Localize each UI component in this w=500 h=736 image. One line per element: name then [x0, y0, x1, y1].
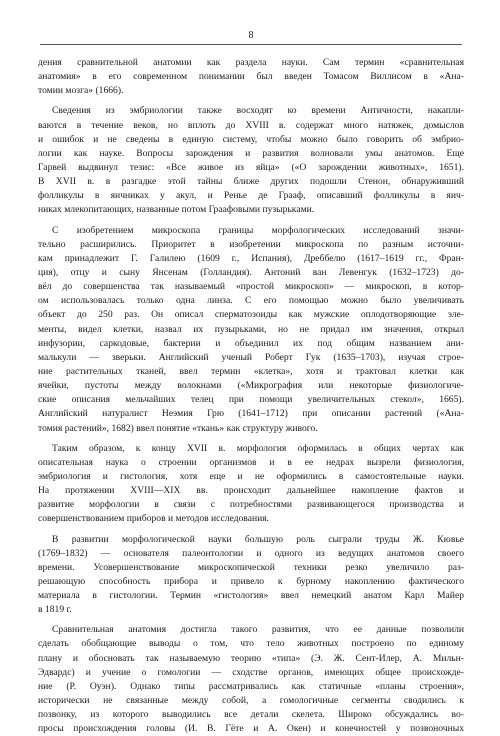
paragraph — [38, 623, 464, 736]
text-line: ваются в течение веков, но вплоть до XVIII в. содержат много натяжек, домыслов — [38, 119, 464, 131]
text-line: тельно расширились. Приоритет в изобретении микроскопа по разным источни- — [38, 238, 464, 250]
paragraph — [38, 104, 464, 217]
text-line: кам принадлежит Г. Галилею (1609 г., Испания), Дреббелю (1617–1619 гг., Фран- — [38, 252, 464, 264]
text-line: позвонку, из которого выводились все детали скелета. Широко обсуждались во- — [38, 709, 464, 721]
text-line: Английский натуралист Неэмия Грю (1641–1712) при описании растений («Ана- — [38, 408, 464, 420]
text-line: плану и обосновать так называемую теорию «типа» (Э. Ж. Сент-Илер, А. Мильн- — [38, 652, 464, 664]
text-line: фолликулы в яичниках у акул, и Ренье де Грааф, описавший фолликулы в яич- — [38, 190, 464, 202]
text-line: анатомия» в его современном понимании был введен Томасом Виллисом в «Ана- — [38, 71, 464, 83]
page-header — [40, 30, 462, 44]
text-line: описательная наука о строении организмов и в ее недрах вызрели физиология, — [38, 456, 464, 468]
text-line: Сведения из эмбриологии также восходят ко времени Античности, накапли- — [52, 105, 464, 117]
text-line: никах млекопитающих, названные потом Граафовыми пузырьками. — [38, 204, 315, 216]
text-line: Гарвей выдвинул тезис: «Все живое из яйца» («О зарождении животных», 1651). — [38, 161, 464, 173]
text-line: эмбриология и гистология, хотя еще и не оформились в самостоятельные науки. — [38, 470, 464, 482]
text-line: томии мозга» (1666). — [38, 85, 124, 97]
text-line: сделать обобщающие выводы о том, что тело животных построено по единому — [38, 638, 464, 650]
page-number: 8 — [248, 30, 254, 41]
text-line: совершенствованием приборов и методов исследования. — [38, 513, 270, 525]
text-line: инфузории, саркодовые, бактерии и объединил их под общим названием ани- — [38, 337, 464, 349]
paragraph — [38, 533, 464, 618]
text-line: решающую способность прибора и привело к бурному накоплению фактического — [38, 575, 464, 587]
text-line: объект до 250 раз. Он описал сперматозоиды как мужские оплодотворяющие эле- — [38, 309, 464, 321]
text-line: вёл до совершенства так называемый «простой микроскоп» — микроскоп, в котор- — [38, 281, 464, 293]
text-line: В развитии морфологической науки большую роль сыграли труды Ж. Кювье — [52, 533, 464, 545]
text-line: времени. Усовершенствование микроскопической техники резко увеличило раз- — [38, 561, 464, 573]
text-line: Сравнительная анатомия достигла такого развития, что ее данные позволили — [52, 624, 464, 636]
text-line: исторически не связанные между собой, а гомологичные сегменты сводились к — [38, 695, 464, 707]
text-line: дения сравнительной анатомии как раздела науки. Сам термин «сравнительная — [38, 57, 464, 68]
paragraph — [38, 56, 464, 98]
text-line: Таким образом, к концу XVII в. морфология оформилась в общих чертах как — [52, 442, 464, 454]
text-line: и ошибок и не сведены в единую систему, чтобы можно было говорить об эмбрио- — [38, 133, 464, 145]
text-line: развитие морфологии в связи с потребностями развивающегося производства и — [38, 499, 464, 511]
text-line: ние (Р. Оуэн). Однако типы рассматривались как статичные «планы строения», — [38, 680, 464, 692]
text-line: менты, видел клетки, назвал их пузырьками, но не придал им значения, открыл — [38, 323, 464, 335]
text-line: Эдвардс) и учение о гомологии — сходстве органов, имеющих общее происхожде- — [38, 666, 464, 678]
text-line: ские описания мельчайших телец при помощи увеличительных стекол», 1665). — [38, 394, 464, 406]
text-line: логии как науке. Вопросы зарождения и развития волновали умы анатомов. Еще — [38, 147, 464, 159]
text-line: ние растительных тканей, ввел термин «клетка», хотя и трактовал клетки как — [38, 365, 464, 377]
text-line: На протяжении XVIII—XIX вв. происходит дальнейшее накопление фактов и — [38, 485, 464, 497]
text-line: С изобретением микроскопа границы морфологических исследований значи- — [52, 224, 464, 236]
paragraph — [38, 224, 464, 436]
text-line: в 1819 г. — [38, 604, 72, 616]
text-line: ом использовалась только одна линза. С его помощью можно было увеличивать — [38, 295, 464, 307]
text-line: ция), отцу и сыну Янсенам (Голландия). Антоний ван Левенгук (1632–1723) до- — [38, 266, 464, 278]
text-line: томия растений», 1682) ввел понятие «ткань» как структуру живого. — [38, 422, 318, 434]
text-line: материала в гистологии. Термин «гистология» ввел немецкий анатом Карл Майер — [38, 590, 464, 602]
text-line: (1769–1832) — основателя палеонтологии и одного из ведущих анатомов своего — [38, 547, 464, 559]
text-line: малькули — зверьки. Английский ученый Роберт Гук (1635–1703), изучая строе- — [38, 351, 464, 363]
text-line: В XVII в. в разгадке этой тайны ближе других подошли Стенон, обнаруживший — [38, 176, 464, 188]
paragraph — [38, 442, 464, 527]
body-text — [38, 56, 464, 736]
text-line: просы происхождения головы (И. В. Гёте и А. Окен) и конечностей у позвоночных — [38, 723, 464, 735]
header-rule — [40, 44, 462, 45]
text-line: ячейки, пустоты между волокнами («Микрография или некоторые физиологиче- — [38, 380, 464, 392]
